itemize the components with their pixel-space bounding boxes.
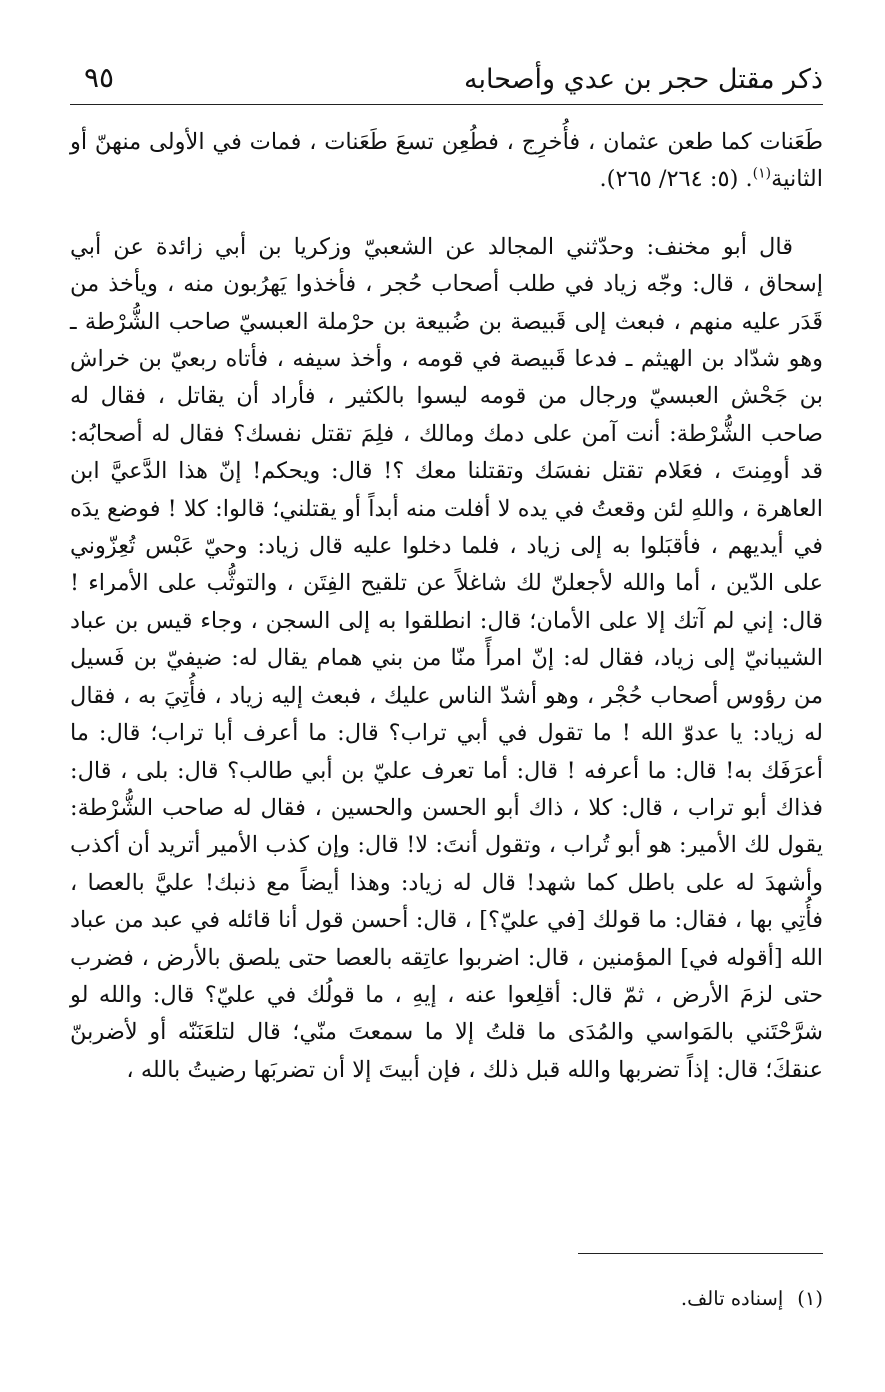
- citation-reference: . (٥: ٢٦٤/ ٢٦٥).: [599, 166, 753, 193]
- paragraph-narration: [70, 229, 823, 1089]
- footnote-text: إسناده تالف.: [680, 1287, 784, 1310]
- page-number: ٩٥: [84, 61, 115, 94]
- page-body: [70, 124, 823, 1089]
- page-header: [70, 56, 823, 105]
- footnote-divider: [578, 1253, 823, 1254]
- paragraph-text: طَعَنات كما طعن عثمان ، فأُخرِج ، فطُعِن تسعَ طَعَنات ، فمات في الأولى منهنّ أو الثانية: [70, 129, 823, 193]
- footnote-item: [70, 1284, 823, 1314]
- running-title: ذكر مقتل حجر بن عدي وأصحابه: [463, 64, 823, 95]
- footnotes: [70, 1284, 823, 1314]
- footnote-marker: (١): [752, 165, 772, 182]
- paragraph-text: قال أبو مخنف: وحدّثني المجالد عن الشعبيّ وزكريا بن أبي زائدة عن أبي إسحاق ، قال: وجّه زياد في طلب أصحاب حُجر ، فأخذوا يَهرُبون منه ، ويأخذ من قَدَر عليه منهم ، فبعث إلى قَبيصة بن ضُبيعة بن حرْملة العبسيّ صاحب الشُّرْطة ـ وهو شدّاد بن الهيثم ـ فدعا قَبيصة في قومه ، وأخذ سيفه ، فأتاه ربعيّ بن خراش بن جَحْش العبسيّ ورجال من قومه ليسوا بالكثير ، فأراد أن يقاتل ، فقال له صاحب الشُّرْطة: أنت آمن على دمك ومالك ، فلِمَ تقتل نفسك؟ فقال له أصحابُه: قد أومِنتَ ، فعَلام تقتل نفسَك وتقتلنا معك ؟! قال: ويحكم! إنّ هذا الدَّعيَّ ابن العاهرة ، واللهِ لئن وقعتُ في يده لا أفلت منه أبداً أو يقتلني؛ قالوا: كلا ! فوضع يدَه في أيديهم ، فأقبَلوا به إلى زياد ، فلما دخلوا عليه قال زياد: وحيّ عَبْس تُعِزّوني على الدّين ، أما والله لأجعلنّ لك شاغلاً عن تلقيح الفِتَن ، والتوثُّب على الأمراء ! قال: إني لم آتك إلا على الأمان؛ قال: انطلقوا به إلى السجن ، وجاء قيس بن عباد الشيبانيّ إلى زياد، فقال له: إنّ امرأً منّا من بني همام يقال له: ضيفيّ بن فَسيل من رؤوس أصحاب حُجْر ، وهو أشدّ الناس عليك ، فبعث إليه زياد ، فأُتِيَ به ، فقال له زياد: يا عدوّ الله ! ما تقول في أبي تراب؟ قال: ما أعرف أبا تراب؛ قال: ما أعرَفَك به! قال: ما أعرفه ! قال: أما تعرف عليّ بن أبي طالب؟ قال: بلى ، قال: فذاك أبو تراب ، قال: كلا ، ذاك أبو الحسن والحسين ، فقال له صاحب الشُّرْطة: يقول لك الأمير: هو أبو تُراب ، وتقول أنتَ: لا! قال: وإن كذب الأمير أتريد أن أكذب وأشهدَ له على باطل كما شهد! قال له زياد: وهذا أيضاً مع ذنبك! عليَّ بالعصا ، فأُتِي بها ، فقال: ما قولك [في عليّ؟] ، قال: أحسن قول أنا قائله في عبد من عباد الله [أقوله في] المؤمنين ، قال: اضربوا عاتِقه بالعصا حتى يلصق بالأرض ، فضرب حتى لزمَ الأرض ، ثمّ قال: أقلِعوا عنه ، إيهِ ، ما قولُك في عليّ؟ قال: والله لو شرَّحْتَني بالمَواسي والمُدَى ما قلتُ إلا ما سمعتَ منّي؛ قال لتلعَنَنّه أو لأضربنّ عنقكَ؛ قال: إذاً تضربها والله قبل ذلك ، فإن أبيتَ إلا أن تضربَها رضيتُ بالله ،: [70, 233, 823, 1083]
- paragraph-continuation: [70, 124, 823, 199]
- footnote-number: (١): [797, 1287, 823, 1310]
